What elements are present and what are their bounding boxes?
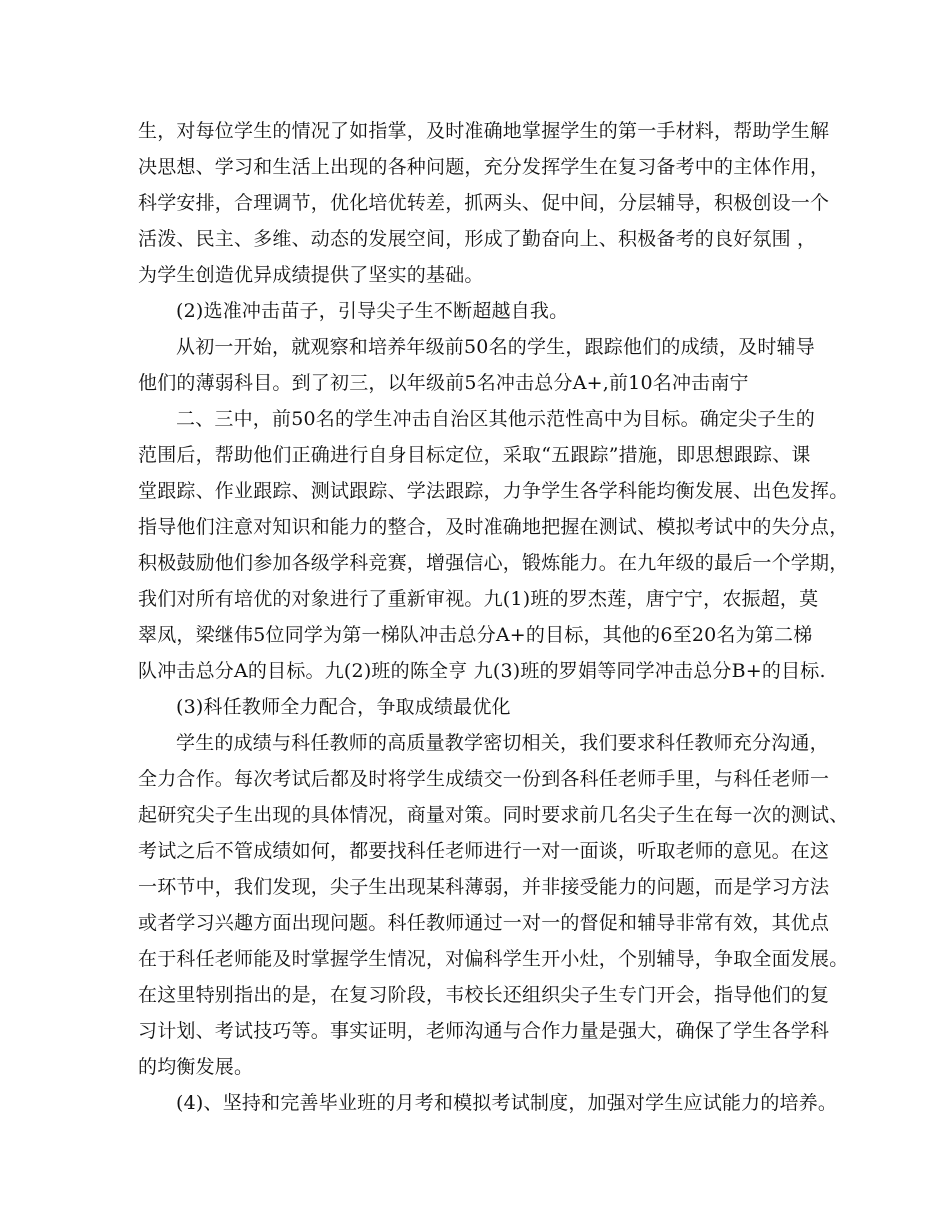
paragraph-line: 在这里特别指出的是，在复习阶段，韦校长还组织尖子生专门开会，指导他们的复 <box>138 984 830 1006</box>
paragraph-line: 或者学习兴趣方面出现问题。科任教师通过一对一的督促和辅导非常有效，其优点 <box>138 912 830 934</box>
paragraph-line: 生，对每位学生的情况了如指掌，及时准确地掌握学生的第一手材料，帮助学生解 <box>138 120 830 142</box>
paragraph-line: 为学生创造优异成绩提供了坚实的基础。 <box>138 264 484 286</box>
paragraph-line: 习计划、考试技巧等。事实证明，老师沟通与合作力量是强大，确保了学生各学科 <box>138 1020 830 1042</box>
paragraph-line: 范围后，帮助他们正确进行自身目标定位，采取“五跟踪”措施，即思想跟踪、课 <box>138 444 811 466</box>
paragraph-line: 我们对所有培优的对象进行了重新审视。九(1)班的罗杰莲，唐宁宁，农振超，莫 <box>138 588 819 610</box>
paragraph-line: 全力合作。每次考试后都及时将学生成绩交一份到各科任老师手里，与科任老师一 <box>138 768 830 790</box>
paragraph-line: 堂跟踪、作业跟踪、测试跟踪、学法跟踪，力争学生各学科能均衡发展、出色发挥。 <box>138 480 849 502</box>
paragraph-line: 积极鼓励他们参加各级学科竞赛，增强信心，锻炼能力。在九年级的最后一个学期， <box>138 552 849 574</box>
section-heading: (2)选准冲击苗子，引导尖子生不断超越自我。 <box>176 300 569 322</box>
paragraph-line: 队冲击总分A的目标。九(2)班的陈全亨 九(3)班的罗娟等同学冲击总分B+的目标. <box>138 660 826 682</box>
section-heading: (3)科任教师全力配合，争取成绩最优化 <box>176 696 511 718</box>
paragraph-line: 决思想、学习和生活上出现的各种问题，充分发挥学生在复习备考中的主体作用， <box>138 156 830 178</box>
paragraph-line: 考试之后不管成绩如何，都要找科任老师进行一对一面谈，听取老师的意见。在这 <box>138 840 830 862</box>
paragraph-line: 的均衡发展。 <box>138 1056 254 1078</box>
paragraph-line: 二、三中，前50名的学生冲击自治区其他示范性高中为目标。确定尖子生的 <box>176 408 815 430</box>
paragraph-line: 从初一开始，就观察和培养年级前50名的学生，跟踪他们的成绩，及时辅导 <box>176 336 815 358</box>
paragraph-line: 起研究尖子生出现的具体情况，商量对策。同时要求前几名尖子生在每一次的测试、 <box>138 804 849 826</box>
paragraph-line: 翠凤，梁继伟5位同学为第一梯队冲击总分A+的目标，其他的6至20名为第二梯 <box>138 624 813 646</box>
paragraph-line: 学生的成绩与科任教师的高质量教学密切相关，我们要求科任教师充分沟通， <box>176 732 829 754</box>
paragraph-line: 一环节中，我们发现，尖子生出现某科薄弱，并非接受能力的问题，而是学习方法 <box>138 876 830 898</box>
paragraph-line: 活泼、民主、多维、动态的发展空间，形成了勤奋向上、积极备考的良好氛围 ， <box>138 228 817 250</box>
paragraph-line: 在于科任老师能及时掌握学生情况，对偏科学生开小灶，个别辅导，争取全面发展。 <box>138 948 849 970</box>
section-heading: (4)、坚持和完善毕业班的月考和模拟考试制度，加强对学生应试能力的培养。 <box>176 1092 838 1114</box>
paragraph-line: 指导他们注意对知识和能力的整合，及时准确地把握在测试、模拟考试中的失分点， <box>138 516 849 538</box>
paragraph-line: 科学安排，合理调节，优化培优转差，抓两头、促中间，分层辅导，积极创设一个 <box>138 192 830 214</box>
paragraph-line: 他们的薄弱科目。到了初三，以年级前5名冲击总分A+,前10名冲击南宁 <box>138 372 749 394</box>
